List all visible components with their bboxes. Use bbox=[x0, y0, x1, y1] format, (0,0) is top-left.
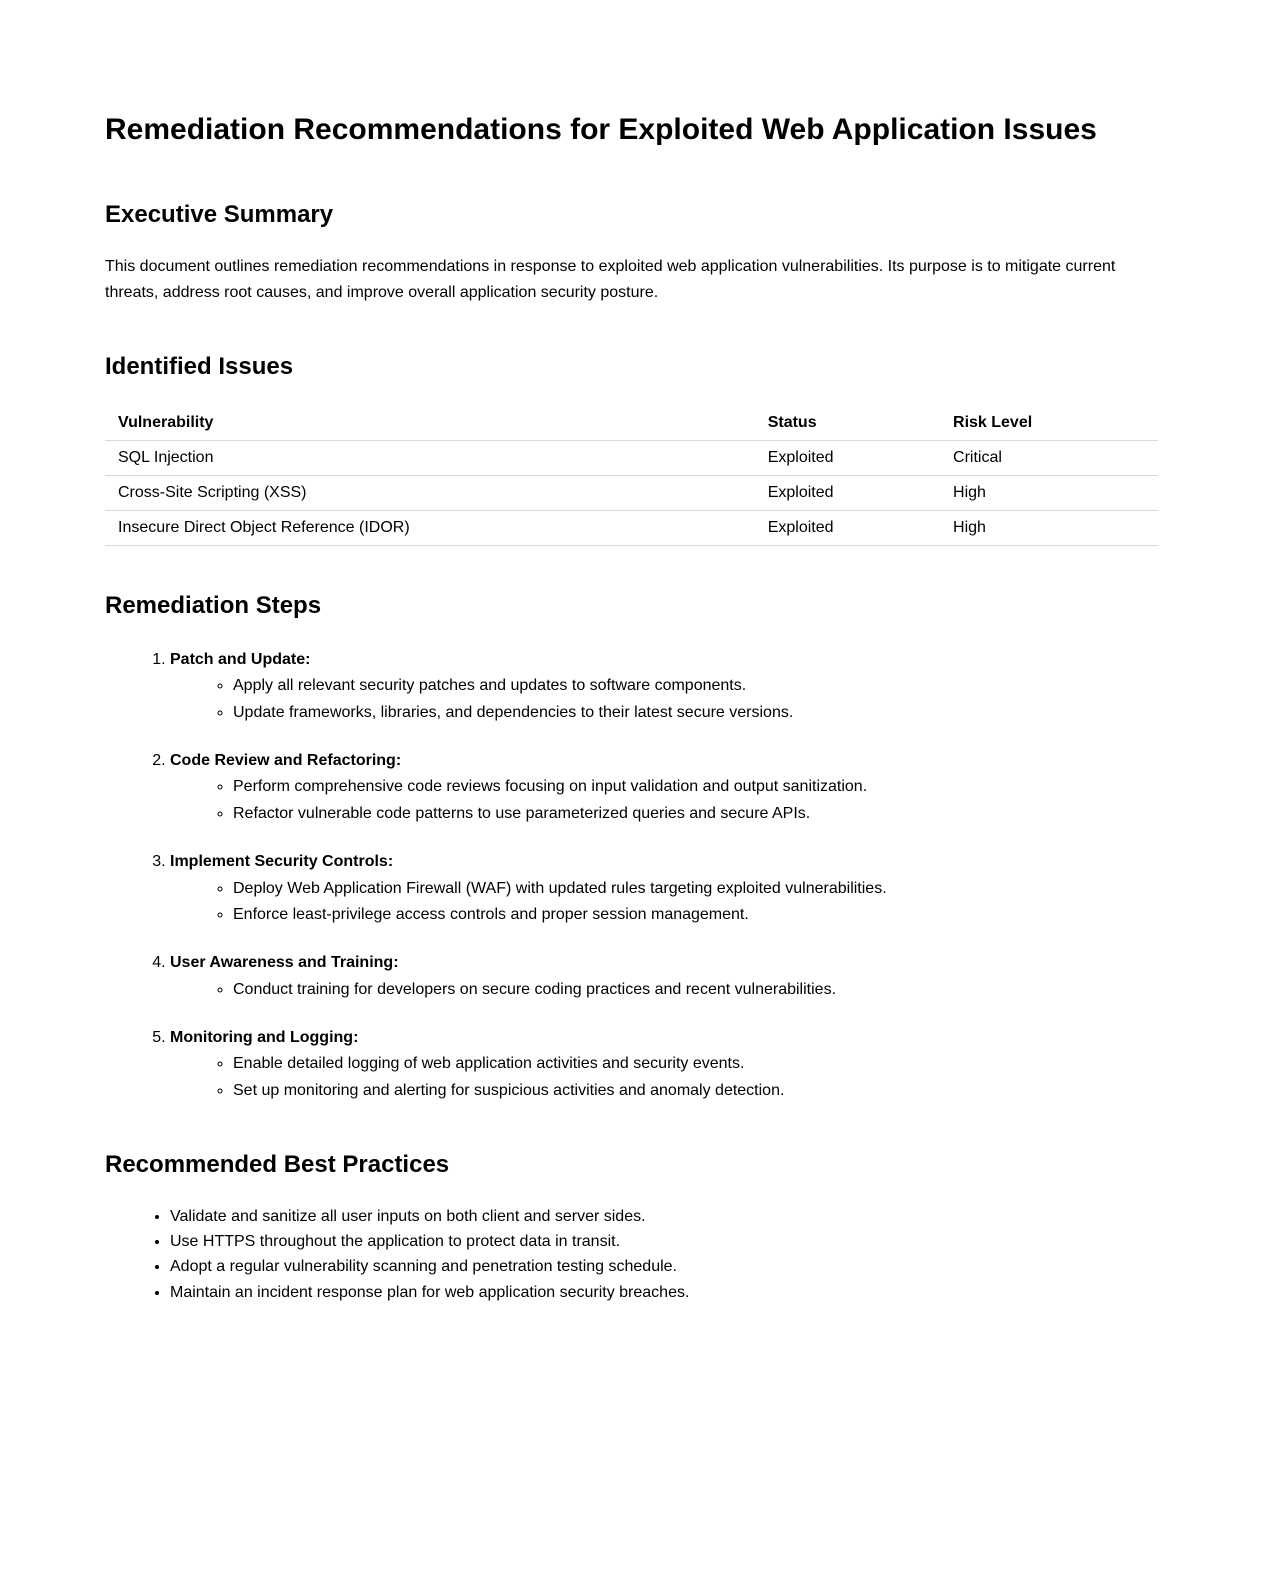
table-row bbox=[105, 475, 1158, 510]
status-cell: Exploited bbox=[755, 475, 940, 510]
step-subitem: ◦ Refactor vulnerable code patterns to use parameterized queries and secure APIs. bbox=[233, 801, 1158, 828]
heading-identified-issues: Identified Issues bbox=[105, 352, 294, 380]
executive-summary-paragraph: This document outlines remediation recommendations in response to exploited web application vulnerabilities. Its purpose is to mitigate current threats, address root causes, and improve overall application security posture. bbox=[105, 257, 1116, 302]
step-sublist bbox=[170, 1051, 1158, 1105]
best-practice-item: • Maintain an incident response plan for web application security breaches. bbox=[170, 1280, 1158, 1305]
step-label: Monitoring and Logging: bbox=[170, 1028, 359, 1046]
status-cell: Exploited bbox=[755, 440, 940, 475]
step-item bbox=[170, 950, 1158, 1003]
step-sublist bbox=[170, 876, 1158, 930]
step-label: Patch and Update: bbox=[170, 650, 311, 668]
step-subitem: ◦ Conduct training for developers on secure coding practices and recent vulnerabilities. bbox=[233, 977, 1158, 1004]
step-item bbox=[170, 849, 1158, 929]
heading-best-practices: Recommended Best Practices bbox=[105, 1150, 450, 1178]
document-title: Remediation Recommendations for Exploited Web Application Issues bbox=[105, 113, 1097, 146]
remediation-steps-list bbox=[105, 647, 1158, 1105]
table-row bbox=[105, 440, 1158, 475]
best-practice-item: • Use HTTPS throughout the application to protect data in transit. bbox=[170, 1229, 1158, 1254]
heading-executive-summary: Executive Summary bbox=[105, 200, 334, 228]
step-sublist bbox=[170, 977, 1158, 1004]
step-subitem: ◦ Apply all relevant security patches and updates to software components. bbox=[233, 673, 1158, 700]
issues-table-body bbox=[105, 440, 1158, 545]
best-practices-list bbox=[105, 1204, 1158, 1305]
issues-table-head bbox=[105, 406, 1158, 441]
status-cell: Exploited bbox=[755, 510, 940, 545]
step-label: User Awareness and Training: bbox=[170, 954, 399, 972]
risk-level-cell: Critical bbox=[940, 440, 1158, 475]
identified-issues-table bbox=[105, 406, 1158, 546]
column-header-vulnerability: Vulnerability bbox=[105, 406, 755, 441]
best-practice-item: • Validate and sanitize all user inputs on both client and server sides. bbox=[170, 1204, 1158, 1229]
risk-level-cell: High bbox=[940, 510, 1158, 545]
step-item bbox=[170, 748, 1158, 828]
step-subitem: ◦ Update frameworks, libraries, and dependencies to their latest secure versions. bbox=[233, 700, 1158, 727]
step-subitem: ◦ Deploy Web Application Firewall (WAF) with updated rules targeting exploited vulnerabilities. bbox=[233, 876, 1158, 903]
vulnerability-cell: SQL Injection bbox=[105, 440, 755, 475]
step-item bbox=[170, 647, 1158, 727]
vulnerability-cell: Cross-Site Scripting (XSS) bbox=[105, 475, 755, 510]
column-header-risk-level: Risk Level bbox=[940, 406, 1158, 441]
risk-level-cell: High bbox=[940, 475, 1158, 510]
step-item bbox=[170, 1025, 1158, 1105]
step-subitem: ◦ Enable detailed logging of web application activities and security events. bbox=[233, 1051, 1158, 1078]
table-header-row bbox=[105, 406, 1158, 441]
table-row bbox=[105, 510, 1158, 545]
step-subitem: ◦ Set up monitoring and alerting for suspicious activities and anomaly detection. bbox=[233, 1078, 1158, 1105]
step-sublist bbox=[170, 673, 1158, 727]
step-subitem: ◦ Enforce least-privilege access controls and proper session management. bbox=[233, 902, 1158, 929]
step-sublist bbox=[170, 774, 1158, 828]
step-subitem: ◦ Perform comprehensive code reviews focusing on input validation and output sanitization. bbox=[233, 774, 1158, 801]
best-practice-item: • Adopt a regular vulnerability scanning and penetration testing schedule. bbox=[170, 1254, 1158, 1279]
step-label: Implement Security Controls: bbox=[170, 853, 394, 871]
vulnerability-cell: Insecure Direct Object Reference (IDOR) bbox=[105, 510, 755, 545]
heading-remediation-steps: Remediation Steps bbox=[105, 591, 322, 619]
column-header-status: Status bbox=[755, 406, 940, 441]
step-label: Code Review and Refactoring: bbox=[170, 752, 402, 770]
